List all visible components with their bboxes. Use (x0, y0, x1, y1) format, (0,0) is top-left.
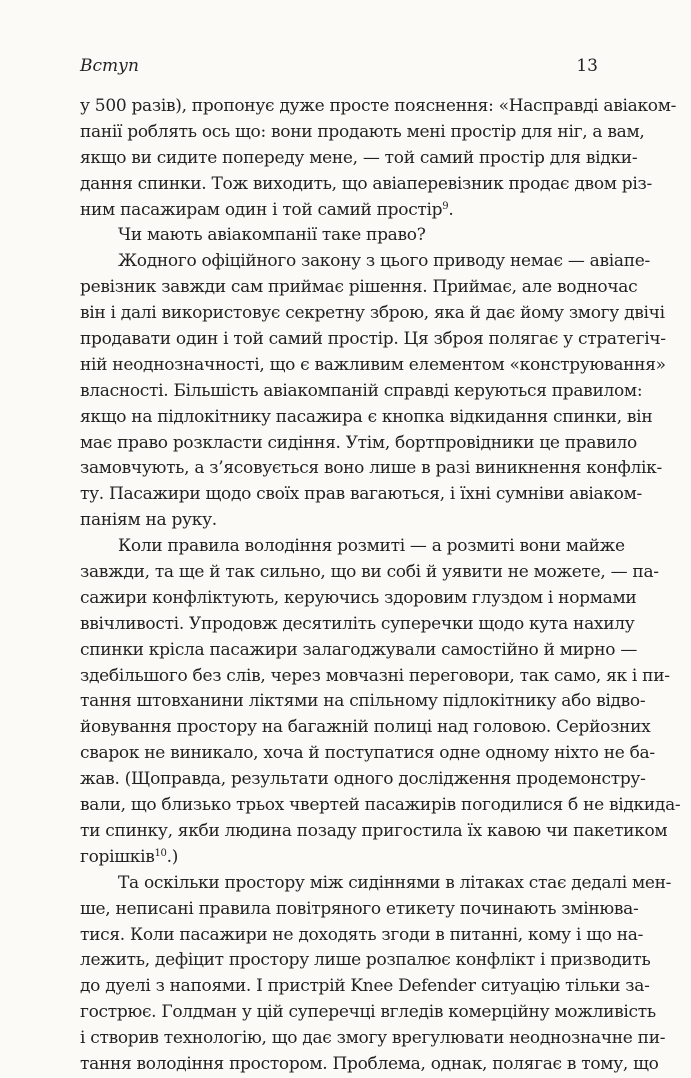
text-line: має право розкласти сидіння. Утім, бортпровідники це правило (80, 432, 637, 453)
footnote-punct: . (448, 199, 454, 220)
page-number: 13 (576, 56, 598, 76)
text-line: вали, що близько трьох чвертей пасажирів погодилися б не відкида- (80, 795, 681, 816)
body-text (80, 94, 681, 1078)
text-line: ввічливості. Упродовж десятиліть суперечки щодо кута нахилу (80, 613, 635, 634)
footnote-ref: 9 (442, 200, 449, 212)
text-line-content: ним пасажирам один і той самий простір (80, 199, 443, 220)
text-line: спинки крісла пасажири залагоджували самостійно й мирно — (80, 639, 638, 660)
text-line: Та оскільки простору між сидіннями в літаках стає дедалі мен- (118, 872, 672, 893)
text-line: якщо ви сидите попереду мене, — той самий простір для відки- (80, 147, 638, 168)
running-head: Вступ (80, 56, 139, 76)
text-line: до дуелі з напоями. І пристрій Knee Defender ситуацію тільки за- (80, 976, 650, 997)
text-line: паніям на руку. (80, 510, 217, 531)
text-line-content: горішків (80, 846, 155, 867)
text-line: тання штовханини ліктями на спільному підлокітнику або відво- (80, 691, 646, 712)
text-line: власності. Більшість авіакомпаній справді керуються правилом: (80, 380, 643, 401)
text-line: замовчують, а з’ясовується воно лише в разі виникнення конфлік- (80, 458, 662, 479)
text-line: завжди, та ще й так сильно, що ви собі й уявити не можете, — па- (80, 562, 659, 583)
text-line: ній неоднозначності, що є важливим елементом «конструювання» (80, 354, 666, 375)
text-line: і створив технологію, що дає змогу врегулювати неоднозначне пи- (80, 1028, 666, 1049)
text-line: продавати один і той самий простір. Ця зброя полягає у стратегіч- (80, 329, 666, 350)
text-line: у 500 разів), пропонує дуже просте пояснення: «Насправді авіаком- (80, 96, 677, 116)
text-line: ту. Пасажири щодо своїх прав вагаються, і їхні сумніви авіаком- (80, 484, 642, 505)
text-line: ревізник завжди сам приймає рішення. Приймає, але водночас (80, 277, 638, 298)
text-line: гострює. Голдман у цій суперечці вгледів комерційну можливість (80, 1002, 656, 1023)
text-line: йовування простору на багажній полиці над головою. Серйозних (80, 717, 651, 738)
page-header (80, 56, 598, 82)
text-line: панії роблять ось що: вони продають мені простір для ніг, а вам, (80, 121, 645, 142)
text-line: ше, неписані правила повітряного етикету починають змінюва- (80, 898, 639, 919)
footnote-punct: .) (166, 846, 179, 867)
text-line: якщо на підлокітнику пасажира є кнопка відкидання спинки, він (80, 406, 653, 427)
text-line: він і далі використовує секретну зброю, яка й дає йому змогу двічі (80, 303, 665, 324)
text-line: дання спинки. Тож виходить, що авіаперевізник продає двом різ- (80, 173, 652, 194)
text-line: Чи мають авіакомпанії таке право? (118, 225, 426, 246)
text-line: ти спинку, якби людина позаду пригостила їх кавою чи пакетиком (80, 820, 668, 841)
text-line: сажири конфліктують, керуючись здоровим глуздом і нормами (80, 587, 637, 608)
text-line: тання володіння простором. Проблема, однак, полягає в тому, що (80, 1053, 659, 1074)
text-line: Жодного офіційного закону з цього приводу немає — авіапе- (118, 251, 650, 272)
footnote-ref: 10 (154, 847, 167, 859)
text-line: сварок не виникало, хоча й поступатися одне одному ніхто не ба- (80, 743, 655, 764)
text-line: Коли правила володіння розмиті — а розмиті вони майже (118, 536, 625, 557)
text-line: здебільшого без слів, через мовчазні переговори, так само, як і пи- (80, 665, 670, 686)
text-line (80, 198, 598, 224)
text-line: жав. (Щоправда, результати одного дослідження продемонстру- (80, 769, 646, 790)
text-line (80, 845, 598, 871)
text-line: лежить, дефіцит простору лише розпалює конфлікт і призводить (80, 950, 651, 971)
text-line: тися. Коли пасажири не доходять згоди в питанні, кому і що на- (80, 924, 644, 945)
